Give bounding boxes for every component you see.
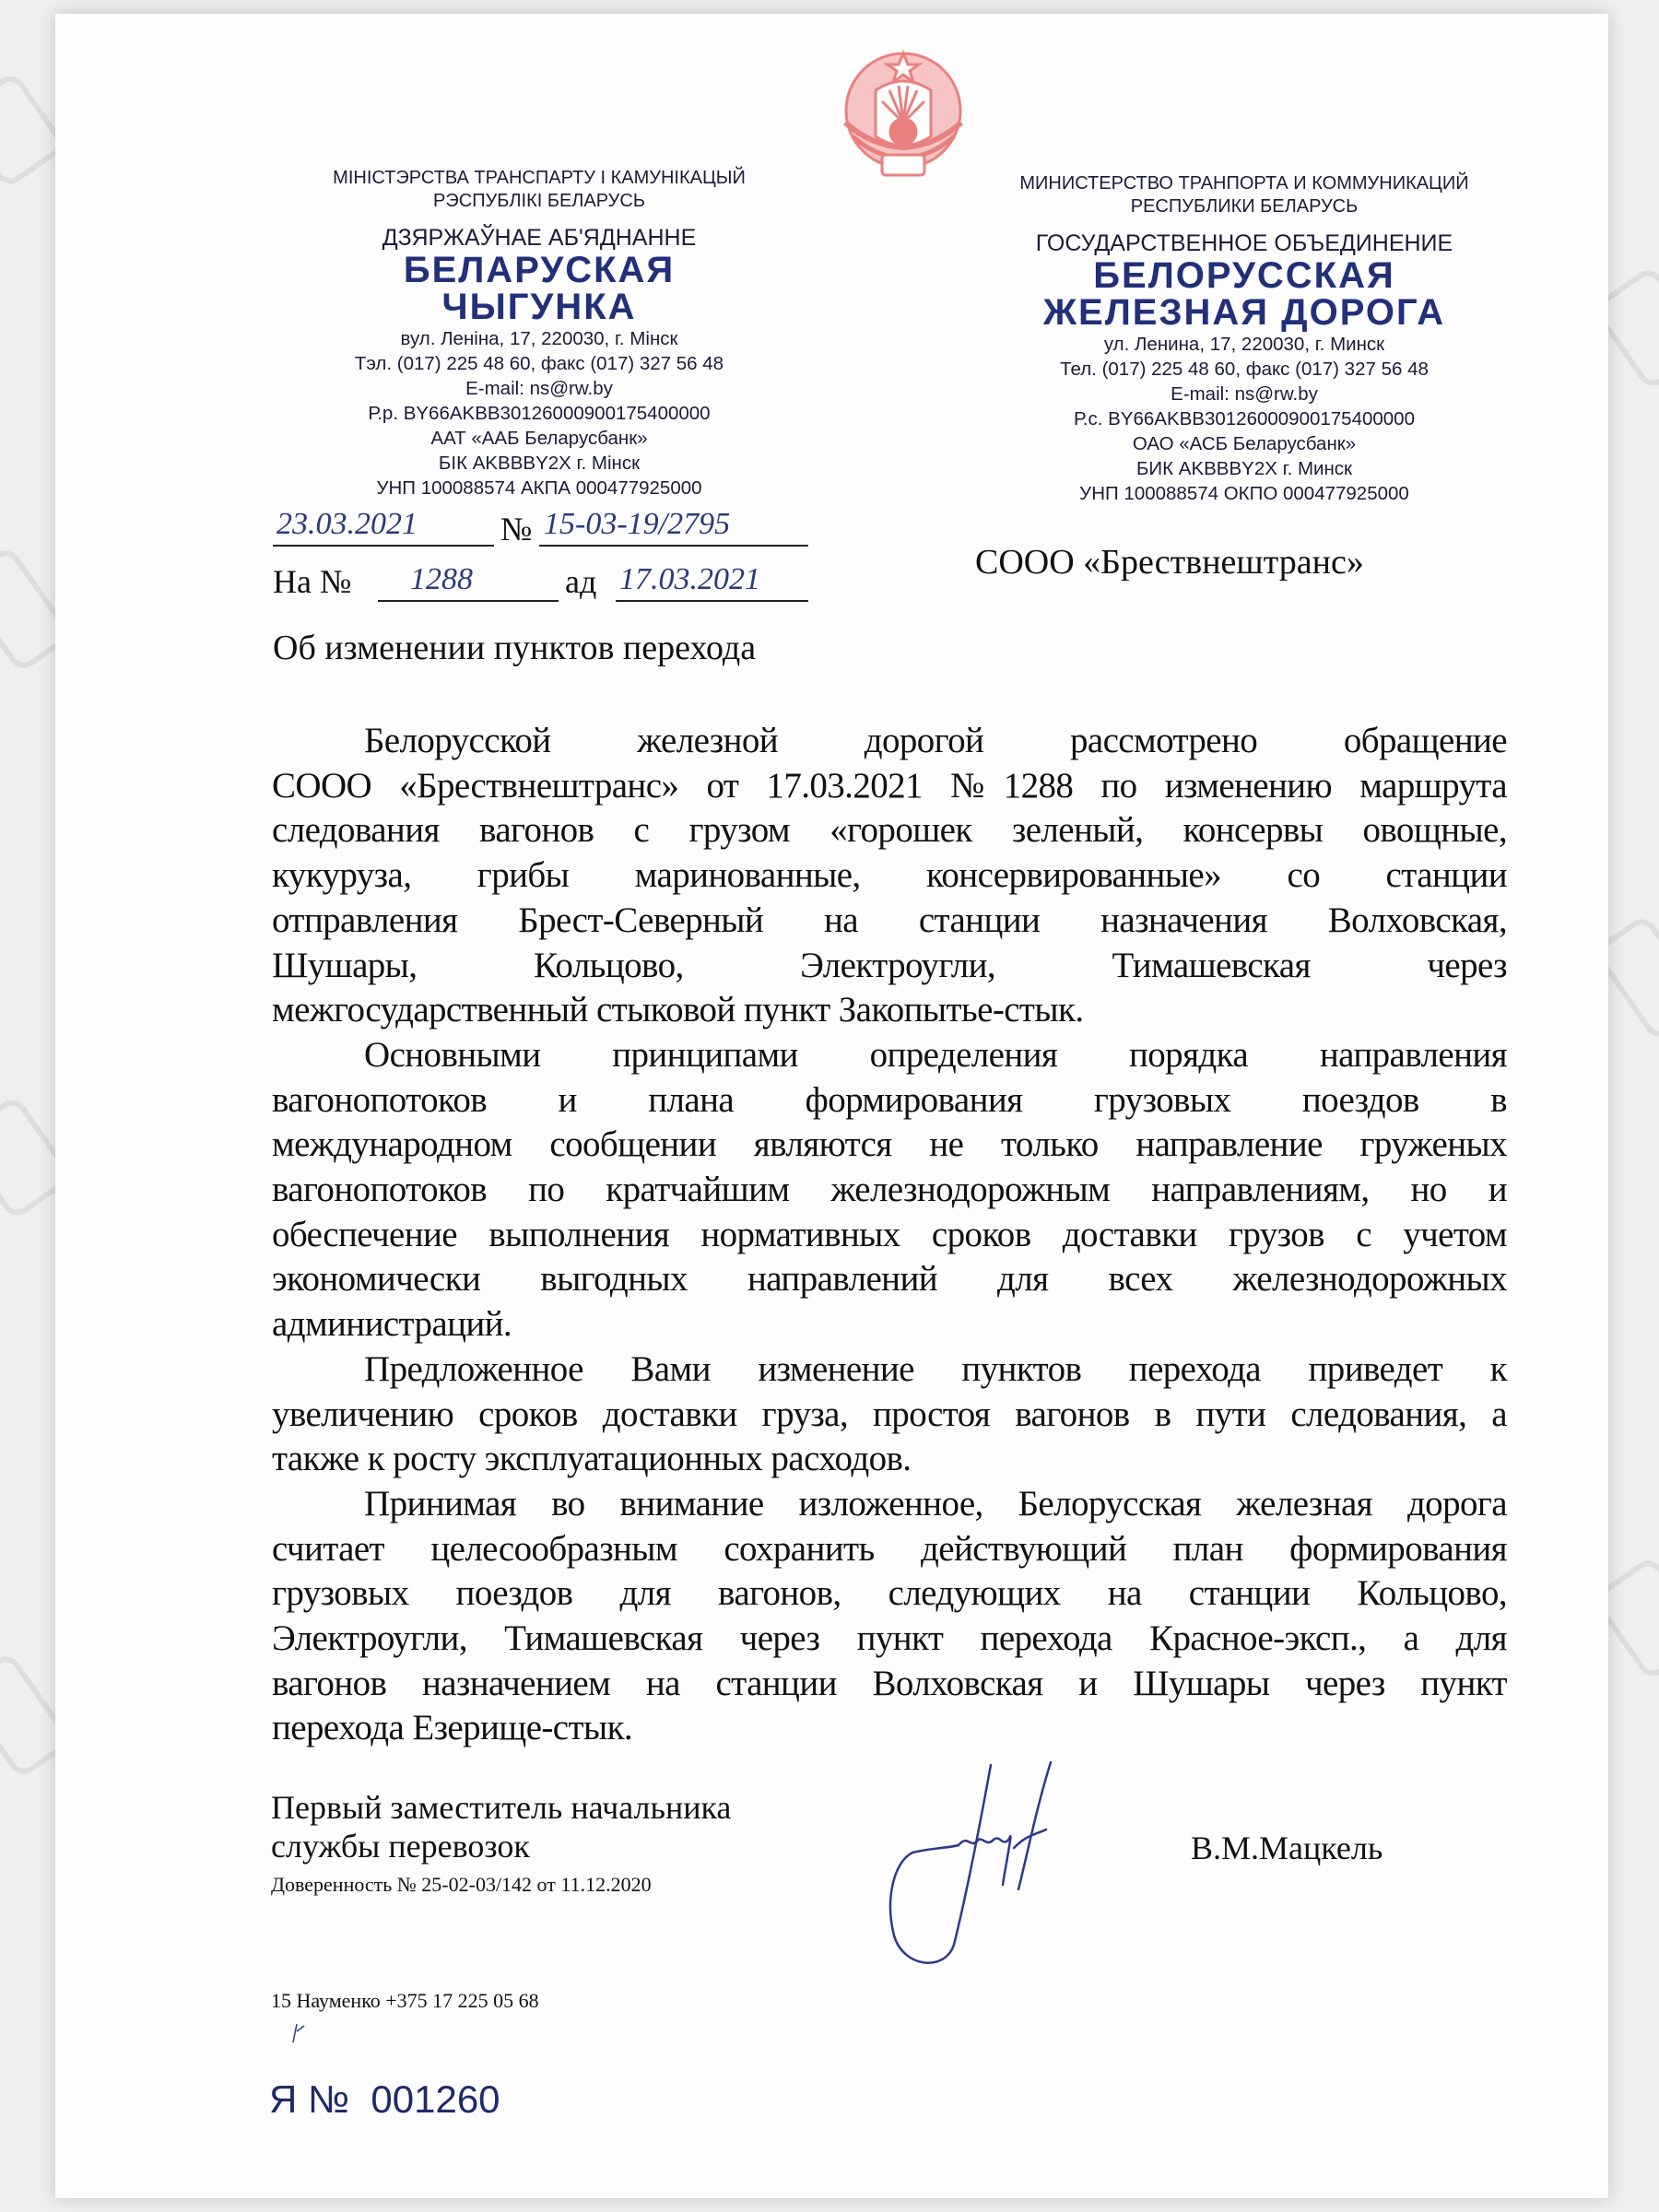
header-right-russian xyxy=(995,172,1493,505)
bic-line: БИК AKBBBY2X г. Минск xyxy=(1135,458,1353,479)
org-name-line: БЕЛОРУССКАЯ xyxy=(1093,255,1395,296)
outgoing-number: 15-03-19/2795 xyxy=(544,507,731,541)
number-label: № xyxy=(500,511,533,547)
signer-position: службы перевозок xyxy=(271,1828,530,1865)
reply-number-underline xyxy=(378,600,559,602)
bic-line: БІК AKBBBY2X г. Мінск xyxy=(438,453,641,474)
body-line: СООО «Брествнештранс» от 17.03.2021 №1288 по изменению маршрута xyxy=(272,765,1507,806)
body-line: Основными принципами определения порядка направления xyxy=(364,1034,1507,1075)
org-type: ГОСУДАРСТВЕННОЕ ОБЪЕДИНЕНИЕ xyxy=(1035,230,1453,256)
body-line: Электроугли, Тимашевская через пункт перехода Красное-эксп., а для xyxy=(272,1618,1507,1659)
paragraph xyxy=(272,719,1507,1033)
reply-date: 17.03.2021 xyxy=(619,562,760,596)
paragraph xyxy=(272,1033,1507,1347)
reply-number: 1288 xyxy=(410,562,473,596)
email-line: E-mail: ns@rw.by xyxy=(465,378,613,399)
date-underline xyxy=(273,545,494,547)
bank-line: ААТ «ААБ Беларусбанк» xyxy=(430,428,648,449)
address-line: вул. Леніна, 17, 220030, г. Мінск xyxy=(400,328,678,349)
body-line: увеличению сроков доставки груза, простоя вагонов в пути следования, а xyxy=(272,1394,1507,1434)
signer-position: Первый заместитель начальника xyxy=(271,1789,732,1826)
address-line: ул. Ленина, 17, 220030, г. Минск xyxy=(1103,334,1385,355)
body-line: обеспечение выполнения нормативных сроков доставки грузов с учетом xyxy=(272,1214,1507,1254)
coat-of-arms-emblem xyxy=(834,44,972,182)
body-line: вагонов назначением на станции Волховская и Шушары через пункт xyxy=(272,1663,1507,1703)
email-line: E-mail: ns@rw.by xyxy=(1171,383,1318,405)
phone-line: Тэл. (017) 225 48 60, факс (017) 327 56 48 xyxy=(354,353,724,374)
org-name-line: БЕЛАРУСКАЯ xyxy=(403,250,676,290)
body-line: Предложенное Вами изменение пунктов перехода приведет к xyxy=(364,1348,1507,1389)
handwritten-mark xyxy=(286,2018,313,2046)
paragraph xyxy=(272,1482,1507,1751)
unp-line: УНП 100088574 АКПА 000477925000 xyxy=(376,477,702,499)
org-name-line: ЧЫГУНКА xyxy=(441,287,637,327)
reply-from-label: ад xyxy=(565,563,597,600)
form-number: Я № 001260 xyxy=(269,2077,500,2121)
body-line: следования вагонов с грузом «горошек зеленый, консервы овощные, xyxy=(272,810,1507,851)
body-line: Белорусской железной дорогой рассмотрено обращение xyxy=(364,721,1507,760)
letter-body xyxy=(272,719,1507,1751)
account-line: Р.с. BY66AKBB30126000900175400000 xyxy=(1073,408,1415,429)
body-line: вагонопотоков и плана формирования грузовых поездов в xyxy=(272,1079,1507,1120)
header-left-belarusian xyxy=(309,167,770,500)
body-line: администраций. xyxy=(272,1304,512,1345)
body-line: экономически выгодных направлений для всех железнодорожных xyxy=(272,1259,1507,1300)
subject-line: Об изменении пунктов перехода xyxy=(273,629,757,667)
power-of-attorney: Доверенность № 25-02-03/142 от 11.12.2020 xyxy=(271,1873,652,1896)
handwritten-signature xyxy=(830,1760,1143,1972)
org-type: ДЗЯРЖАЎНАЕ АБ'ЯДНАННЕ xyxy=(382,225,697,251)
executor-contact: 15 Науменко +375 17 225 05 68 xyxy=(271,1989,539,2012)
phone-line: Тел. (017) 225 48 60, факс (017) 327 56 48 xyxy=(1060,359,1429,380)
addressee: СООО «Брествнештранс» xyxy=(975,543,1364,582)
body-line: Принимая во внимание изложенное, Белорусская железная дорога xyxy=(364,1483,1507,1524)
reply-label: На № xyxy=(273,563,352,600)
body-line: межгосударственный стыковой пункт Закопытье-стык. xyxy=(272,990,1084,1030)
outgoing-date: 23.03.2021 xyxy=(276,507,418,541)
ministry-line: РЕСПУБЛИКИ БЕЛАРУСЬ xyxy=(1130,196,1359,217)
body-line: вагонопотоков по кратчайшим железнодорожным направлениям, но и xyxy=(272,1170,1507,1210)
body-line: перехода Езерище-стык. xyxy=(272,1708,633,1748)
number-underline xyxy=(539,545,808,547)
ministry-line: РЭСПУБЛІКІ БЕЛАРУСЬ xyxy=(433,191,645,211)
paragraph xyxy=(272,1347,1507,1482)
body-line: кукуруза, грибы маринованные, консервированные» со станции xyxy=(272,855,1507,896)
body-line: отправления Брест-Северный на станции назначения Волховская, xyxy=(272,900,1507,940)
bank-line: ОАО «АСБ Беларусбанк» xyxy=(1132,433,1357,454)
body-line: также к росту эксплуатационных расходов. xyxy=(272,1439,912,1479)
body-line: Шушары, Кольцово, Электроугли, Тимашевская через xyxy=(272,945,1507,985)
unp-line: УНП 100088574 ОКПО 000477925000 xyxy=(1079,483,1409,504)
body-line: международном сообщении являются не только направление груженых xyxy=(272,1124,1507,1165)
body-line: считает целесообразным сохранить действующий план формирования xyxy=(272,1528,1507,1569)
ministry-line: МІНІСТЭРСТВА ТРАНСПАРТУ І КАМУНІКАЦЫЙ xyxy=(333,168,746,188)
ministry-line: МИНИСТЕРСТВО ТРАНПОРТА И КОММУНИКАЦИЙ xyxy=(1019,173,1469,194)
reply-date-underline xyxy=(616,600,808,602)
account-line: Р.р. BY66AKBB30126000900175400000 xyxy=(368,403,711,424)
org-name-line: ЖЕЛЕЗНАЯ ДОРОГА xyxy=(1042,292,1446,333)
body-line: грузовых поездов для вагонов, следующих на станции Кольцово, xyxy=(272,1573,1507,1614)
signer-name: В.М.Мацкель xyxy=(1191,1830,1383,1866)
